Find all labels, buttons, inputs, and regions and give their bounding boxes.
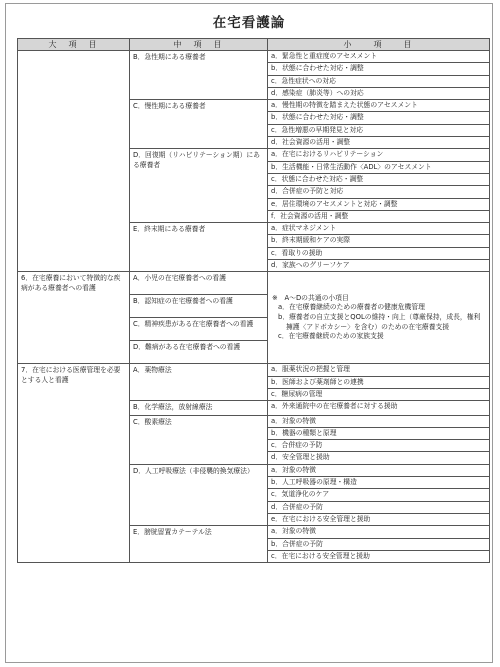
minor-item: d．家族へのグリーフケア — [268, 260, 490, 272]
minor-item: a．服薬状況の把握と管理 — [268, 364, 490, 376]
middle-item: B．化学療法，放射線療法 — [130, 401, 268, 415]
minor-item: a．対象の特徴 — [268, 415, 490, 427]
middle-item: D．人工呼吸療法（非侵襲的換気療法） — [130, 464, 268, 525]
minor-item: b．合併症の予防 — [268, 538, 490, 550]
minor-item: b．終末期緩和ケアの実際 — [268, 235, 490, 247]
middle-item: C．慢性期にある療養者 — [130, 100, 268, 149]
middle-item: A．薬物療法 — [130, 364, 268, 401]
note-item: b．療養者の自立支援とQOLの維持・向上（尊厳保持，成長，権利擁護〈アドボカシー〉を含む）のための在宅療養支援 — [278, 313, 481, 331]
minor-item: b．医師および薬剤師との連携 — [268, 376, 490, 388]
minor-item: a．対象の特徴 — [268, 464, 490, 476]
major-item: 7．在宅における医療管理を必要とする人と看護 — [18, 364, 130, 563]
table-row — [18, 364, 490, 376]
minor-item: f．社会資源の活用・調整 — [268, 210, 490, 222]
minor-item: e．居住環境のアセスメントと対応・調整 — [268, 198, 490, 210]
document-page — [5, 3, 493, 663]
minor-item: c．状態に合わせた対応・調整 — [268, 173, 490, 185]
note-item: c．在宅療養継続のための家族支援 — [278, 332, 384, 341]
note-heading: ※ A～Dの共通の小項目 — [272, 293, 349, 302]
minor-item: c．気道浄化のケア — [268, 489, 490, 501]
common-subitems-note — [268, 272, 490, 364]
minor-item: c．合併症の予防 — [268, 440, 490, 452]
minor-item: d．合併症の予防 — [268, 501, 490, 513]
table-row — [18, 51, 490, 63]
minor-item: b．機器の種類と原理 — [268, 427, 490, 439]
middle-item: C．酸素療法 — [130, 415, 268, 464]
minor-item: a．在宅におけるリハビリテーション — [268, 149, 490, 161]
header-minor: 小 項 目 — [268, 39, 490, 51]
minor-item: a．慢性期の特徴を踏まえた状態のアセスメント — [268, 100, 490, 112]
note-item: a．在宅療養継続のための療養者の健康危機管理 — [278, 303, 425, 312]
minor-item: a．対象の特徴 — [268, 526, 490, 538]
middle-item: C．精神疾患がある在宅療養者への看護 — [130, 318, 268, 341]
middle-item: A．小児の在宅療養者への看護 — [130, 272, 268, 295]
middle-item: B．急性期にある療養者 — [130, 51, 268, 100]
table-header-row — [18, 39, 490, 51]
minor-item: d．安全管理と援助 — [268, 452, 490, 464]
major-item — [18, 51, 130, 272]
minor-item: c．在宅における安全管理と援助 — [268, 550, 490, 562]
minor-item: a．外来通院中の在宅療養者に対する援助 — [268, 401, 490, 415]
minor-item: c．糖尿病の管理 — [268, 388, 490, 400]
minor-item: d．社会資源の活用・調整 — [268, 137, 490, 149]
middle-item: E．終末期にある療養者 — [130, 223, 268, 272]
minor-item: b．生活機能・日常生活動作〈ADL〉のアセスメント — [268, 161, 490, 173]
minor-item: c．急性症状への対応 — [268, 75, 490, 87]
page-title: 在宅看護論 — [212, 15, 286, 31]
minor-item: d．合併症の予防と対応 — [268, 186, 490, 198]
minor-item: d．感染症（肺炎等）への対応 — [268, 87, 490, 99]
middle-item: B．認知症の在宅療養者への看護 — [130, 295, 268, 318]
header-middle: 中 項 目 — [130, 39, 268, 51]
minor-item: a．症状マネジメント — [268, 223, 490, 235]
minor-item: e．在宅における安全管理と援助 — [268, 513, 490, 525]
minor-item: b．状態に合わせた対応・調整 — [268, 63, 490, 75]
syllabus-table — [17, 38, 490, 563]
middle-item: D．難病がある在宅療養者への看護 — [130, 341, 268, 364]
minor-item: c．看取りの援助 — [268, 247, 490, 259]
table-row — [18, 272, 490, 295]
minor-item: a．緊急性と重症度のアセスメント — [268, 51, 490, 63]
minor-item: b．状態に合わせた対応・調整 — [268, 112, 490, 124]
minor-item: c．急性増悪の早期発見と対応 — [268, 124, 490, 136]
middle-item: E．膀胱留置カテーテル法 — [130, 526, 268, 563]
middle-item: D．回復期（リハビリテーション期）にある療養者 — [130, 149, 268, 223]
major-item: 6．在宅療養において特徴的な疾病がある療養者への看護 — [18, 272, 130, 364]
header-major: 大 項 目 — [18, 39, 130, 51]
minor-item: b．人工呼吸器の原理・構造 — [268, 477, 490, 489]
